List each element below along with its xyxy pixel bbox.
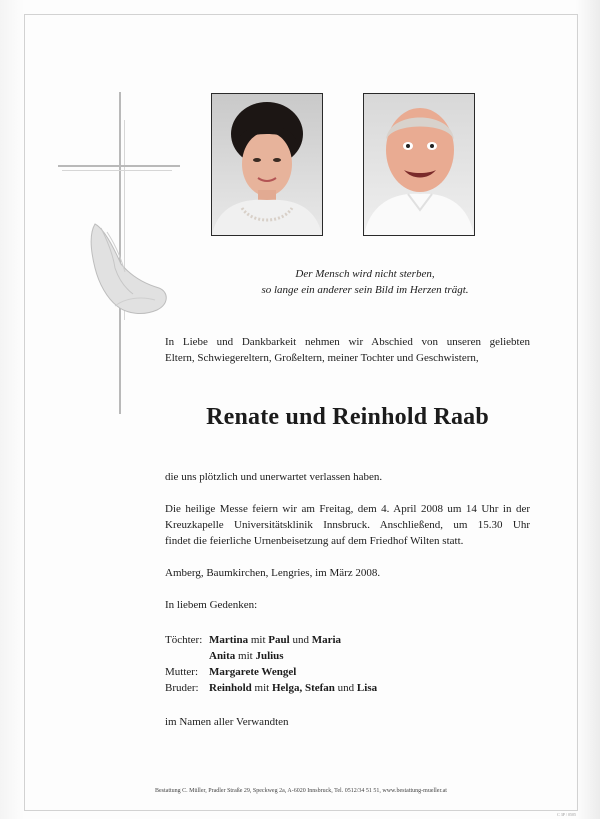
brother-label: Bruder: [165, 682, 199, 694]
undertaker-footer: Bestattung C. Müller, Pradler Straße 29, Speckweg 2a, A-6020 Innsbruck, Tel. 0512/34 51 51, www.bestattung-mueller.at [155, 788, 447, 794]
mass-line-1: Die heilige Messe feiern wir am Freitag, dem 4. April 2008 um 14 Uhr in der [165, 503, 530, 515]
family-closing: im Namen aller Verwandten [165, 716, 289, 728]
portrait-man [363, 93, 475, 236]
intro-line-1: In Liebe und Dankbarkeit nehmen wir Abschied von unseren geliebten [165, 336, 530, 348]
mother-name: Margarete Wengel [209, 666, 297, 678]
intro-line-2: Eltern, Schwiegereltern, Großeltern, meiner Tochter und Geschwistern, [165, 352, 479, 364]
daughters-label: Töchter: [165, 634, 203, 646]
quote-line-2: so lange ein anderer sein Bild im Herzen trägt. [261, 284, 469, 296]
quote-line-1: Der Mensch wird nicht sterben, [295, 268, 435, 280]
daughter-1: Martina mit Paul und Maria [209, 634, 342, 646]
list-item [165, 648, 377, 664]
daughter-2: Anita mit Julius [209, 650, 284, 662]
intro-paragraph [165, 334, 530, 366]
list-item [165, 680, 377, 696]
mother-label: Mutter: [165, 666, 198, 678]
memorial-quote [200, 266, 530, 298]
list-item [165, 632, 377, 648]
sudden-death-text: die uns plötzlich und unerwartet verlassen haben. [165, 471, 383, 483]
form-code: C 3P / 0505 [557, 812, 576, 817]
praying-hands-icon [85, 218, 171, 318]
memory-heading: In liebem Gedenken: [165, 599, 258, 611]
mass-line-3: findet die feierliche Urnenbeisetzung auf dem Friedhof Wilten statt. [165, 535, 464, 547]
list-item [165, 664, 377, 680]
mass-line-2: Kreuzkapelle Universitätsklinik Innsbruck. Anschließend, um 15.30 Uhr [165, 519, 530, 531]
relatives-list [165, 632, 377, 696]
brother: Reinhold mit Helga, Stefan und Lisa [209, 682, 378, 694]
portrait-woman [211, 93, 323, 236]
place-date: Amberg, Baumkirchen, Lengries, im März 2008. [165, 567, 381, 579]
mass-paragraph [165, 501, 530, 549]
deceased-names: Renate und Reinhold Raab [206, 404, 489, 430]
